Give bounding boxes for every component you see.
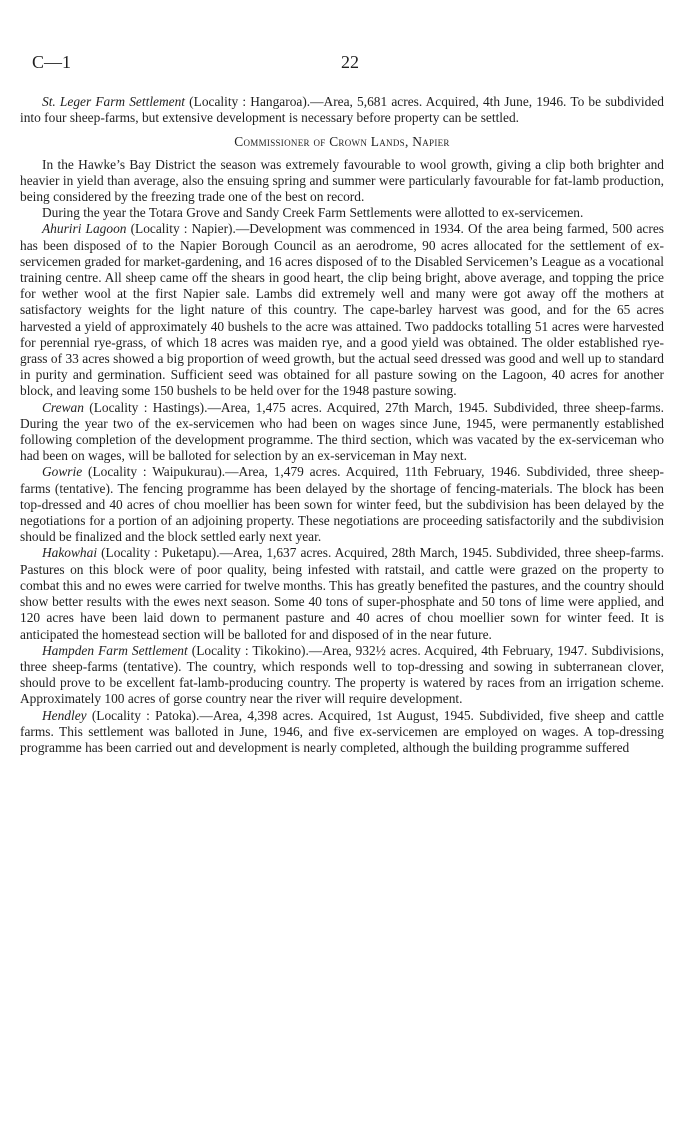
paragraph-gowrie xyxy=(20,464,664,545)
place-name: Hakowhai xyxy=(42,545,98,561)
report-code: C—1 xyxy=(32,52,72,72)
section-heading: Commissioner of Crown Lands, Napier xyxy=(234,134,450,150)
paragraph-text: (Locality : Tikokino).—Area, 932½ acres. Acquired, 4th February, 1947. Subdivisions, three sheep-farms (tentative). The country, which responds well to top-dressing and sowing in subterranean clover, should prove to be excellent fat-lamb-producing country. The property is watered by races from an irrigation scheme. Approximately 100 acres of gorse country near the river will require development. xyxy=(20,642,664,707)
paragraph-crewan xyxy=(20,400,664,465)
place-name: St. Leger Farm Settlement xyxy=(42,94,186,109)
paragraph-text: (Locality : Hangaroa).—Area, 5,681 acres. Acquired, 4th June, 1946. To be subdivided into four sheep-farms, but extensive development is necessary before property can be settled. xyxy=(20,94,664,126)
paragraph-text: During the year the Totara Grove and Sandy Creek Farm Settlements were allotted to ex-servicemen. xyxy=(42,205,584,221)
paragraph-hendley xyxy=(20,708,664,757)
place-name: Crewan xyxy=(42,399,84,415)
paragraph-hakowhai xyxy=(20,545,664,642)
paragraph-hampden xyxy=(20,643,664,708)
place-name: Ahuriri Lagoon xyxy=(42,221,127,237)
paragraph-text: In the Hawke’s Bay District the season was extremely favourable to wool growth, giving a clip both brighter and heavier in yield than average, also the ensuing spring and summer were particularly favourable for fat-lamb production, being considered by the freezing trade one of the best on record. xyxy=(20,156,664,205)
paragraph-st-leger xyxy=(20,94,664,126)
paragraph-text: (Locality : Hastings).—Area, 1,475 acres. Acquired, 27th March, 1945. Subdivided, three sheep-farms. During the year two of the ex-servicemen who had been on wages since June, 1945, were permanently established following completion of the development programme. The third section, which was vacated by the ex-serviceman who had been on wages, will be balloted for selection by an ex-serviceman in May next. xyxy=(20,399,664,464)
page-header xyxy=(32,52,668,76)
paragraph-text: (Locality : Patoka).—Area, 4,398 acres. Acquired, 1st August, 1945. Subdivided, five sheep and cattle farms. This settlement was balloted in June, 1946, and five ex-servicemen are employed on wages. A top-dressing programme has been carried out and development is nearly completed, although the building programme suffered xyxy=(20,707,664,755)
page-body xyxy=(20,94,664,756)
place-name: Hampden Farm Settlement xyxy=(42,642,188,658)
place-name: Hendley xyxy=(42,707,87,723)
paragraph-ahuriri-lagoon xyxy=(20,221,664,399)
paragraph-settlements xyxy=(20,205,664,221)
page-number: 22 xyxy=(341,52,359,72)
paragraph-hawkes-bay xyxy=(20,157,664,206)
paragraph-text: (Locality : Waipukurau).—Area, 1,479 acres. Acquired, 11th February, 1946. Subdivided, three sheep-farms (tentative). The fencing programme has been delayed by the shortage of fencing-materials. The block has been top-dressed and 40 acres of chou moellier has been sown for winter feed, but the subdivision has been delayed by the negotiations for a portion of an adjoining property. These negotiations are proceeding satisfactorily and the subdivision should be finalized and the block settled early next year. xyxy=(20,464,664,545)
paragraph-text: (Locality : Napier).—Development was commenced in 1934. Of the area being farmed, 500 acres has been disposed of to the Napier Borough Council as an aerodrome, 90 acres allocated for the settlement of ex-servicemen graded for market-gardening, and 16 acres disposed of to the Disabled Servicemen’s League as a vocational training centre. All sheep came off the shears in good heart, the clip being bright, above average, and topping the price for wether wool at the first Napier sale. Lambs did extremely well and many were got away off the mothers at satisfactory weights for the light nature of this country. The cape-barley harvest was good, and for the 65 acres harvested a yield of approximately 40 bushels to the acre was attained. Two paddocks totalling 51 acres were harvested for perennial rye-grass, of which 18 acres was maiden rye, and a good yield was obtained. The older established rye-grass of 33 acres showed a big proportion of weed growth, but the actual seed dressed was good and well up to standard in purity and germination. Sufficient seed was obtained for all pasture sowing on the Lagoon, 40 acres for another block, and leaving some 150 bushels to be held over for the 1948 pasture sowing. xyxy=(20,221,664,399)
paragraph-text: (Locality : Puketapu).—Area, 1,637 acres. Acquired, 28th March, 1945. Subdivided, three sheep-farms. Pastures on this block were of poor quality, being infested with ratstail, and cattle were grazed on the property to combat this and no ewes were carried for twelve months. This has greatly benefited the pastures, and the country should show better results with the ewes next season. Some 40 tons of super-phosphate and 50 tons of lime were applied, and 120 acres have been laid down to permanent pasture and 40 acres of chou moellier sown for winter feed. It is anticipated the homestead section will be balloted for and disposed of in the near future. xyxy=(20,545,664,642)
place-name: Gowrie xyxy=(42,464,83,480)
